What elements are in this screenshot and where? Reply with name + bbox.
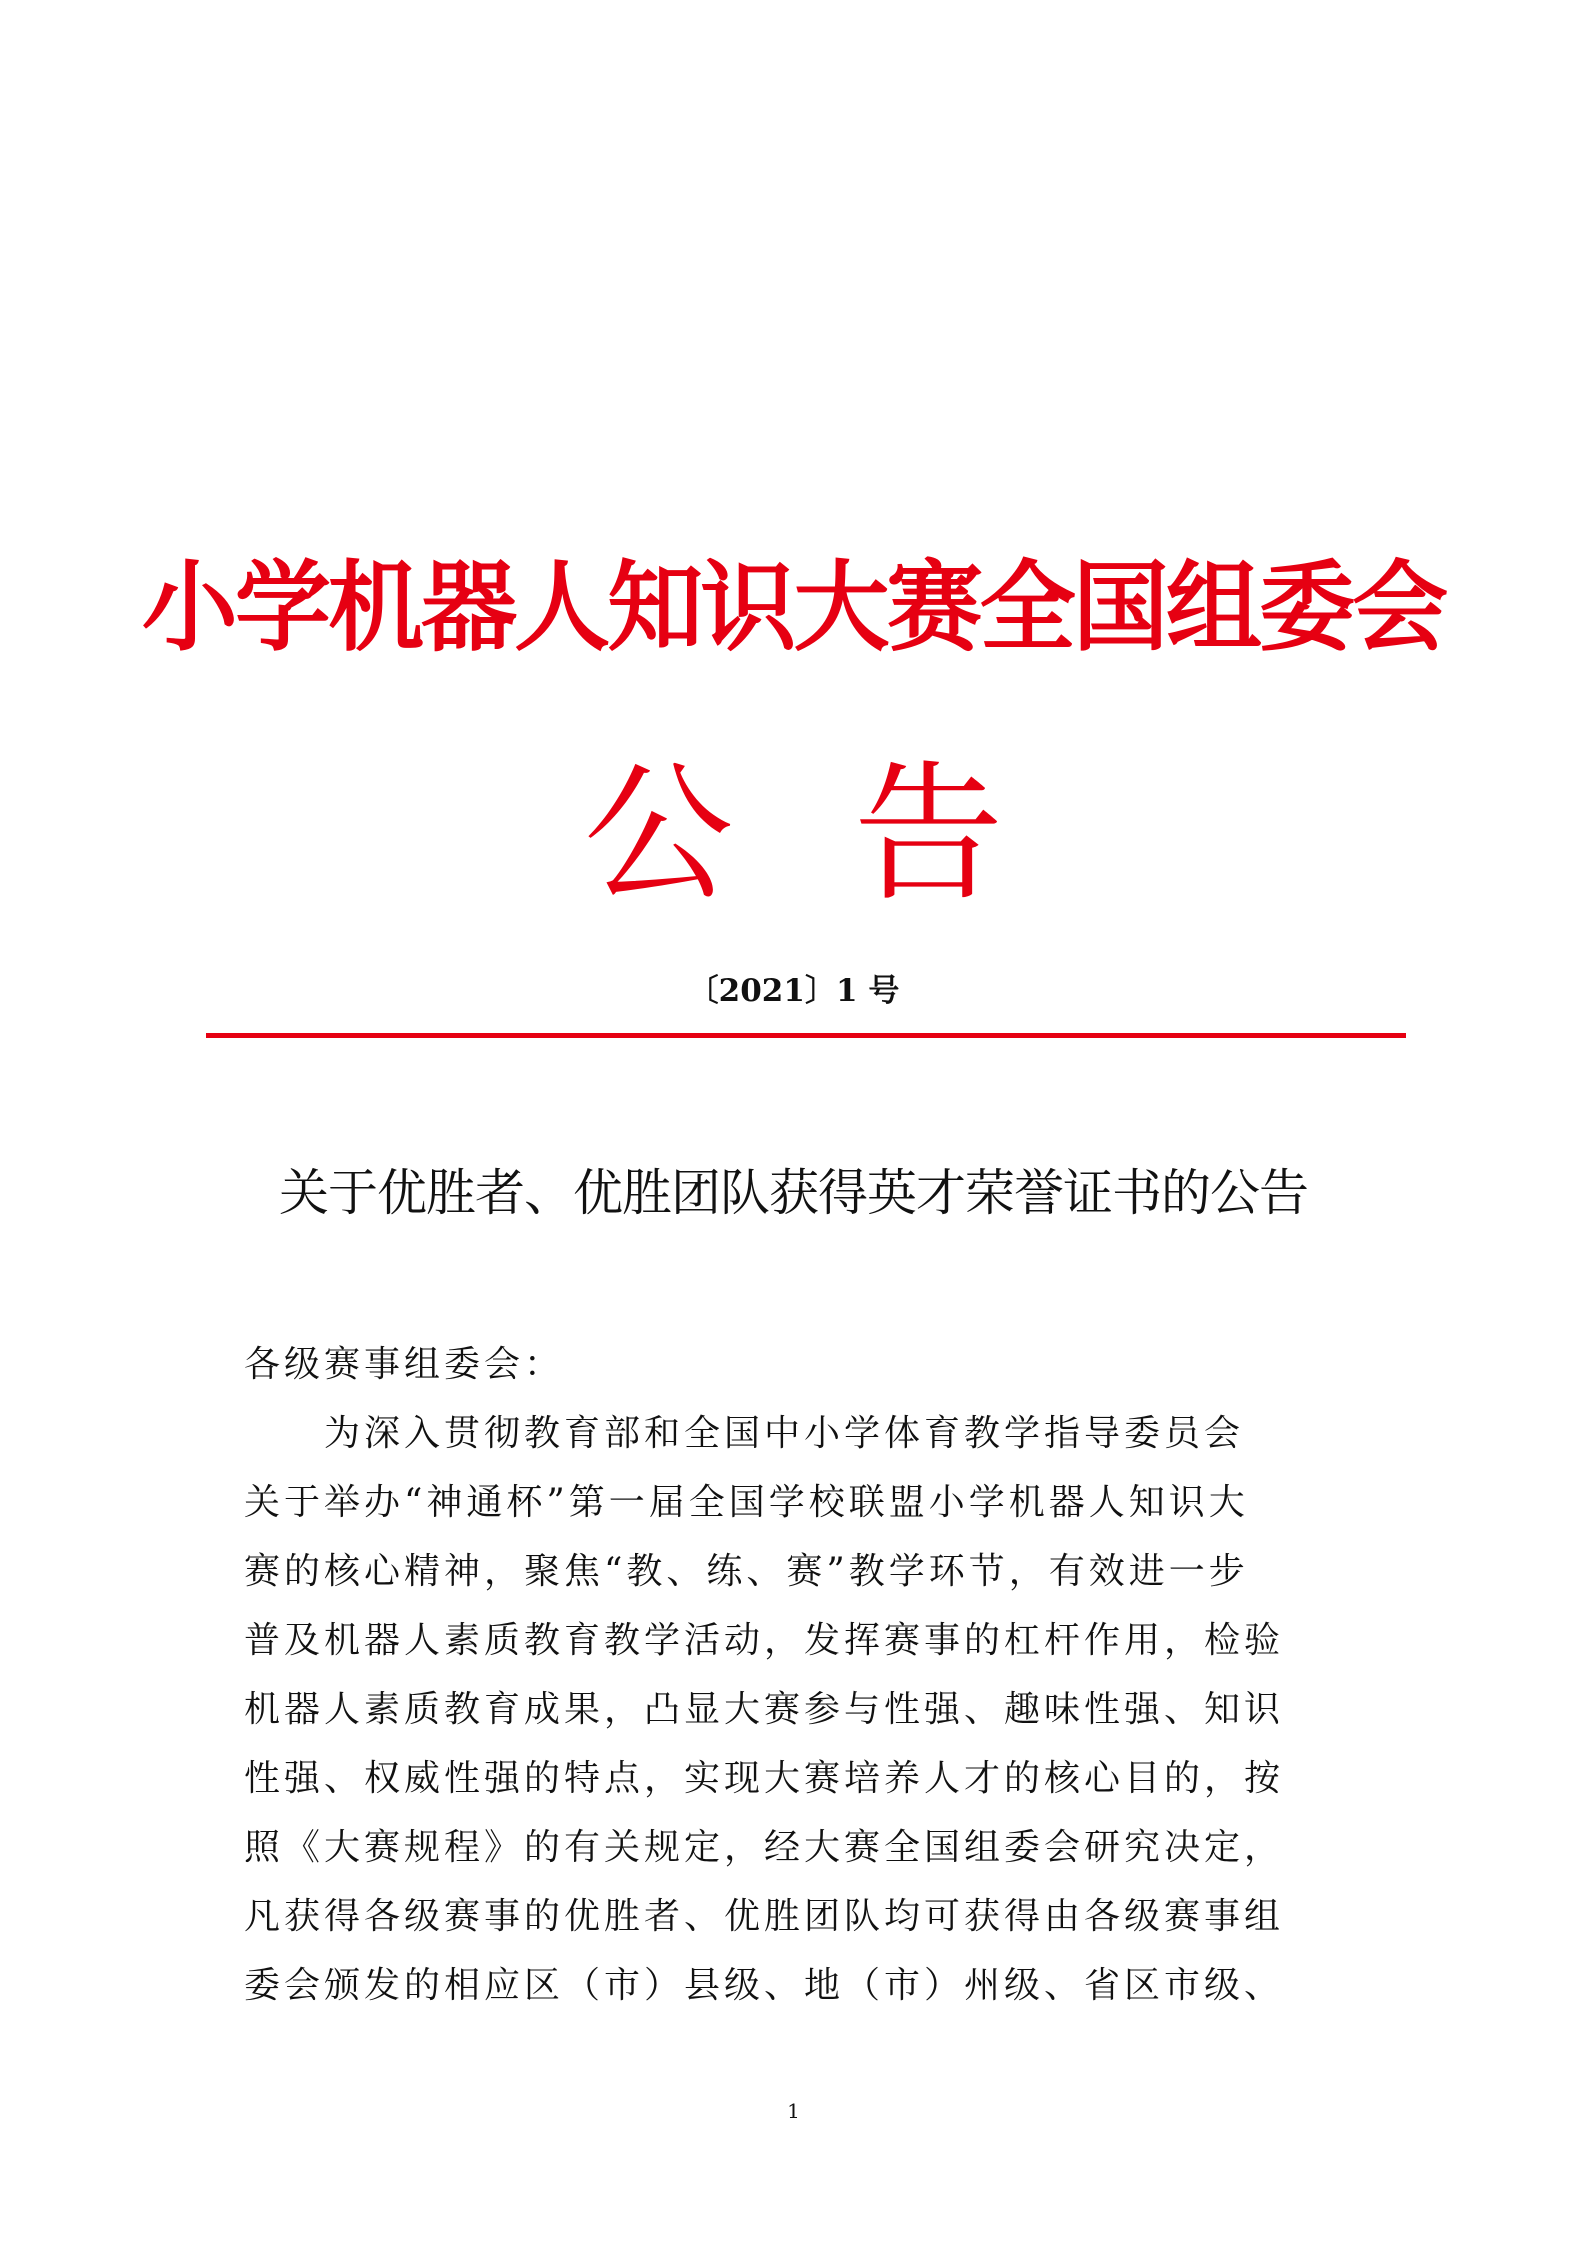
document-number: 〔2021〕1 号 [687, 973, 900, 1009]
body-line: 性强、权威性强的特点，实现大赛培养人才的核心目的，按 [244, 1758, 1285, 1799]
body-line: 机器人素质教育成果，凸显大赛参与性强、趣味性强、知识 [244, 1689, 1285, 1730]
body-line: 普及机器人素质教育教学活动，发挥赛事的杠杆作用，检验 [244, 1620, 1285, 1661]
document-type: 公告 [583, 748, 1124, 922]
body-line: 赛的核心精神，聚焦“教、练、赛”教学环节，有效进一步 [244, 1551, 1249, 1592]
red-divider-line [206, 1033, 1406, 1038]
page-number: 1 [787, 2099, 800, 2123]
salutation: 各级赛事组委会： [244, 1344, 565, 1385]
body-line: 为深入贯彻教育部和全国中小学体育教学指导委员会 [244, 1413, 1245, 1454]
organization-title: 小学机器人知识大赛全国组委会 [141, 551, 1446, 665]
announcement-heading: 关于优胜者、优胜团队获得英才荣誉证书的公告 [279, 1164, 1308, 1222]
body-line: 委会颁发的相应区（市）县级、地（市）州级、省区市级、 [244, 1965, 1285, 2006]
body-line: 照《大赛规程》的有关规定，经大赛全国组委会研究决定， [244, 1827, 1285, 1868]
body-line: 凡获得各级赛事的优胜者、优胜团队均可获得由各级赛事组 [244, 1896, 1285, 1937]
body-line: 关于举办“神通杯”第一届全国学校联盟小学机器人知识大 [244, 1482, 1249, 1523]
announcement-body [244, 1330, 1352, 2020]
